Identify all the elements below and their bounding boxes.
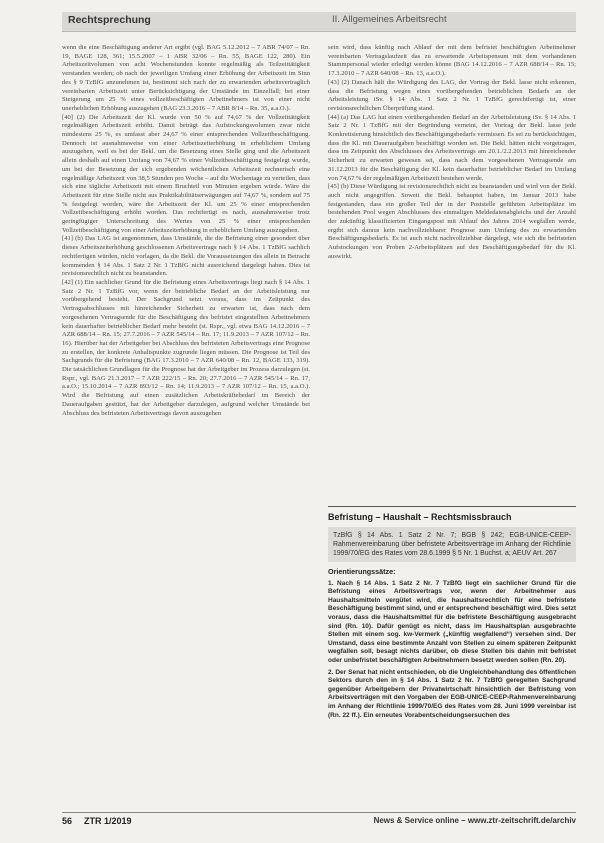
paragraph: [43] (2) Danach hält die Würdigung des LAG, der Vortrag der Bekl. lasse nicht erkennen, dass die Befristung wegen eines vorübergehenden betrieblichen Bedarfs an der Arbeitsleistung iSv. § 14 Abs. 1 Satz 2 Nr. 1 TzBfG gerechtfertigt ist, einer revisionsrechtlichen Überprüfung stand. bbox=[328, 78, 576, 112]
section-label: Rechtsprechung bbox=[68, 14, 151, 26]
paragraph: [45] (b) Diese Würdigung ist revisionsrechtlich nicht zu beanstanden und wird von der Bekl. auch nicht angegriffen. Soweit die Bekl. behauptet haben, im Januar 2013 habe festgestanden, dass ein großer Teil der in der Poststelle geführten Arbeitsplätze im bestehenden Pool wegen Abschlusses des einmaligen Meldedatenabgleichs und der Anzahl der zukünftig klassifizierten Eingangspost mit Ablauf des Jahres 2014 wegfallen werde, ergibt sich daraus kein nachvollziehbarer Prognose zum Umfang des zu erwartenden Beschäftigungsbedarfs. Es ist auch nicht nachvollziehbar dargelegt, wie sich die befristeten Aufstockungen von Proben 2-Arbeitsplätzen auf den Beschäftigungsbedarf für die Kl. auswirkt. bbox=[328, 183, 576, 260]
paragraph: [40] (2) Die Arbeitszeit der Kl. wurde von 50 % auf 74,67 % der Vollzeittätigkeit regelmäßigen Arbeitszeit erhöht. Damit beträgt das Aufstockungsvolumen zwar nicht mindestens 25 %, es umfasst aber 24,67 % einer entsprechenden Vollzeitbeschäftigung. Dennoch ist ausnahmsweise von einer Arbeitszeiterhöhung in erheblichem Umfang auszugehen, weil es bei der Bekl. um die Besetzung eines Stelle ging und die Arbeitszeit allein deshalb auf einen Umfang von 74,67 % einer Vollzeitbeschäftigung festgelegt wurde, um bei der Besetzung der sich ergebenden wöchentlichen Arbeitszeit rechnerisch eine regelmäßige Arbeitszeit von 38,5 Stunden pro Woche – auf die Wochentage zu verteilen, dass sich eine tägliche Arbeitszeit mit einem Bruchteil von Minuten ergeben würde. Wäre die Arbeitszeit für eine Stelle nicht aus Praktikabilitätserwägungen auf 74,67 %, sondern auf 75 % festgelegt worden, wäre die Arbeitszeit der Kl. um 25 % einer entsprechenden Vollzeitbeschäftigung erhöht worden. Das rechtfertigt es nach, ausnahmsweise trotz geringfügiger Unterschreitung des Wertes von 25 % einer entsprechenden Vollzeitbeschäftigung von einer Arbeitszeiterhöhung in erheblichem Umfang auszugehen. bbox=[62, 113, 310, 234]
paragraph: [41] (b) Das LAG ist angenommen, dass Umstände, die die Befristung einer gesondert über dieses Arbeitszeiterhöhung geschlossenen Arbeitsvertrags nach § 14 Abs. 1 TzBfG sachlich rechtfertigen würden, nicht vorlagen, da die Bekl. die Voraussetzungen des allein in Betracht kommenden § 14 Abs. 1 Satz 2 Nr. 1 TzBfG nicht ausreichend dargelegt haben. Dies ist revisionsrechtlich nicht zu beanstanden. bbox=[62, 235, 310, 278]
paragraph: [44] (a) Das LAG hat einen vorübergehenden Bedarf an der Arbeitsleistung iSv. § 14 Abs. 1 Satz 2 Nr. 1 TzBfG mit der Begründung verneint, der Vortrag der Bekl. lasse jede Konkretisierung hinsichtlich des Beschäftigungsbedarfs vermissen. Es sei zu berücksichtigen, dass die Kl. mit Daueraufgaben beschäftigt worden sei. Die Bekl. hätten nicht vorgetragen, dass im Zeitpunkt des Abschlusses des Arbeitsvertrags am 20.1./2.2.2013 mit hinreichender Sicherheit zu erwarten gewesen sei, dass nach dem vorgesehenen Vertragsende am 31.12.2013 für die Beschäftigung der Kl. kein dauerhafter betrieblicher Bedarf im Umfang von 74,67 % der regelmäßigen Arbeitszeit bestehen werde. bbox=[328, 113, 576, 182]
section-heading: Befristung – Haushalt – Rechtsmissbrauch bbox=[328, 512, 512, 522]
orientation-text bbox=[328, 580, 576, 816]
orientation-heading: Orientierungssätze: bbox=[328, 567, 396, 576]
orientation-item: 1. Nach § 14 Abs. 1 Satz 2 Nr. 7 TzBfG liegt ein sachlicher Grund für die Befristung eines Arbeitsvertrags vor, wenn der Arbeitnehmer aus Haushaltsmitteln vergütet wird, die haushaltsrechtlich für eine befristete Beschäftigung bestimmt sind, und er entsprechend beschäftigt wird. Dies setzt voraus, dass die Haushaltsmittel für die befristete Beschäftigung ausgebracht sind (Rn. 10). Dafür genügt es nicht, dass im Haushaltsplan ausgebrachte Stellen mit einem sog. kw-Vermerk („künftig wegfallend“) versehen sind. Der Umstand, dass eine bestimmte Anzahl von Stellen zu einem späteren Zeitpunkt wegfallen soll, besagt nichts darüber, ob diese Stellen bis dahin mit befristet oder unbefristet beschäftigten Arbeitnehmern besetzt werden sollen (Rn. 20). bbox=[328, 579, 576, 665]
left-column bbox=[62, 44, 310, 806]
category-label: II. Allgemeines Arbeitsrecht bbox=[332, 14, 447, 25]
right-column bbox=[328, 44, 576, 816]
paragraph: sein wird, dass künftig nach Ablauf der mit dem befristet beschäftigten Arbeitnehmer vereinbarten Vertragslaufzeit das zu erwartende Arbeitspensum mit dem vorhandenen Stammpersonal wieder erledigt werden könne (BAG 14.12.2016 – 7 AZR 688/14 – Rn. 15; 17.3.2010 – 7 AZR 640/08 – Rn. 13, a.a.O.). bbox=[328, 44, 576, 78]
magazine-issue: ZTR 1/2019 bbox=[84, 816, 132, 826]
page-header bbox=[62, 12, 576, 32]
paragraph: [42] (1) Ein sachlicher Grund für die Befristung eines Arbeitsvertrags liegt nach § 14 Abs. 1 Satz 2 Nr. 1 TzBfG vor, wenn der betriebliche Bedarf an der Arbeitsleistung nur vorübergehend besteht. Der Sachgrund setzt voraus, dass im Zeitpunkt des Vertragsabschlusses mit hinreichender Sicherheit zu erwarten ist, dass nach dem vorgesehenen Vertragsende für die Beschäftigung des befristet eingestellten Arbeitnehmers kein dauerhafter betrieblicher Bedarf mehr besteht (st. Rspr., vgl. etwa BAG 14.12.2016 – 7 AZR 688/14 – Rn. 15; 27.7.2016 – 7 AZR 545/14 – Rn. 17; 11.9.2013 – 7 AZR 107/12 – Rn. 16). Hierüber hat der Arbeitgeber bei Abschluss des befristeten Arbeitsvertrags eine Prognose zu erstellen, der konkrete Anhaltspunkte zugrunde liegen müssen. Die Prognose ist Teil des Sachgrunds für die Befristung (BAG 17.3.2010 – 7 AZR 640/08 – Rn. 12, BAGE 133, 319). Die tatsächlichen Grundlagen für die Prognose hat der Arbeitgeber im Prozess darzulegen (st. Rspr., vgl. BAG 21.3.2017 – 7 AZR 222/15 – Rn. 20; 27.7.2016 – 7 AZR 545/14 – Rn. 17, a.a.O.; 15.10.2014 – 7 AZR 893/12 – Rn. 14; 11.9.2013 – 7 AZR 107/12 – Rn. 15, a.a.O.). Wird die Befristung auf einen zusätzlichen Arbeitskräftebedarf im Bereich der Daueraufgaben gestützt, hat der Arbeitgeber darzulegen, aufgrund welcher Umstände bei Abschluss des befristeten Arbeitsvertrags davon auszugehen bbox=[62, 278, 310, 417]
orientation-item: 2. Der Senat hat nicht entschieden, ob die Ungleichbehandlung des öffentlichen Sektors durch den in § 14 Abs. 1 Satz 2 Nr. 7 TzBfG geregelten Sachgrund gegenüber Arbeitgebern der Privatwirtschaft hinsichtlich der Befristung von Arbeitsverträgen mit den Vorgaben der EGB-UNICE-CEEP-Rahmenvereinbarung im Anhang der Richtlinie 1999/70/EG des Rates vom 28. Juni 1999 vereinbar ist (Rn. 22 ff.). Ein erneutes Vorabentscheidungsersuchen des bbox=[328, 668, 576, 719]
right-column-text bbox=[328, 44, 576, 450]
page-footer bbox=[62, 812, 576, 827]
norms-box: TzBfG § 14 Abs. 1 Satz 2 Nr. 7; BGB § 242; EGB-UNICE-CEEP-Rahmenvereinbarung über befristete Arbeitsverträge im Anhang der Richtlinie 1999/70/EG des Rates vom 28.6.1999 § 5 Nr. 1 Buchst. a; AEUV Art. 267 bbox=[328, 527, 576, 562]
case-section bbox=[328, 506, 576, 816]
website-link[interactable]: News & Service online – www.ztr-zeitschrift.de/archiv bbox=[373, 816, 576, 825]
paragraph: wenn die eine Beschäftigung anderer Art ergibt (vgl. BAG 5.12.2012 – 7 ABR 74/07 – Rn. 19, BAGE 128, 361; 15.5.2007 – 1 ABR 32/06 – Rn. 55, BAGE 122, 280). Ein Arbeitszeitvolumen von acht Wochenstunden konnte regelmäßig als Teilzeittätigkeit verstanden werden; ob nach der jeweiligen Umfang einer Erhöhung der Arbeitszeit im Sinn des § 9 TzBfG anzunehmen ist, bestimmt sich nach der zu erwartenden arbeitsvertraglich vereinbarten Arbeitszeit unter Berücksichtigung der Umstände im Einzelfall; bei einer Steigerung um 25 % eines vollzeitbeschäftigten Arbeitnehmers ist von einer nicht unerheblichen Erhöhung auszugehen (BAG 23.3.2016 – 7 ABR 8/14 – Rn. 35, a.a.O.). bbox=[62, 44, 310, 112]
page-number: 56 bbox=[62, 816, 73, 826]
